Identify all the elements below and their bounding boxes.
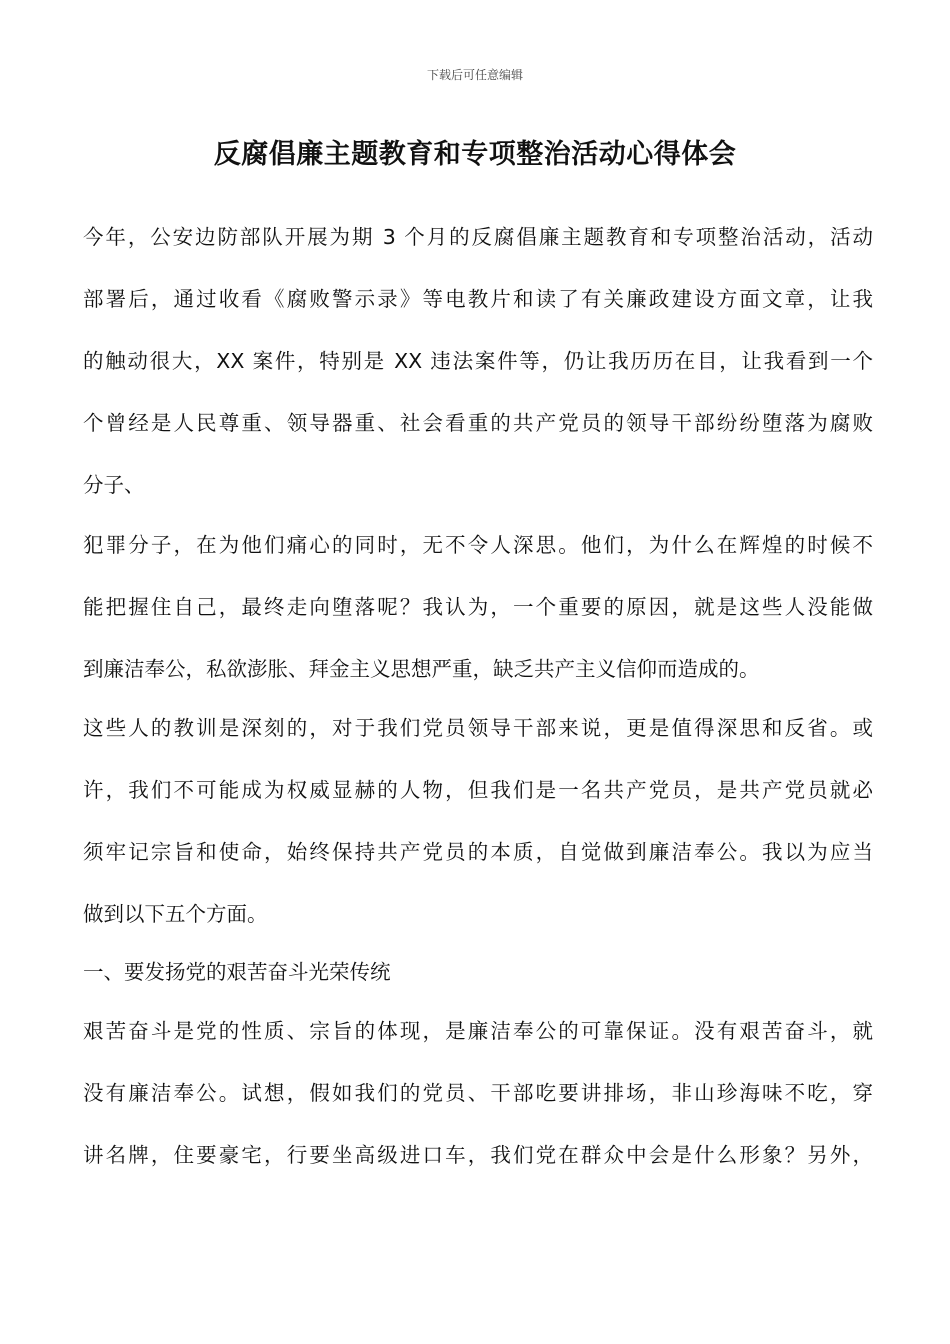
body-line: 部署后，通过收看《腐败警示录》等电教片和读了有关廉政建设方面文章，让我 <box>83 287 873 311</box>
body-line: 犯罪分子，在为他们痛心的同时，无不令人深思。他们，为什么在辉煌的时候不 <box>83 533 873 557</box>
body-line: 这些人的教训是深刻的，对于我们党员领导干部来说，更是值得深思和反省。或 <box>83 716 873 740</box>
body-line: 须牢记宗旨和使命，始终保持共产党员的本质，自觉做到廉洁奉公。我以为应当 <box>83 840 873 864</box>
section-heading: 一、要发扬党的艰苦奋斗光荣传统 <box>83 960 391 984</box>
body-line: 今年，公安边防部队开展为期 3 个月的反腐倡廉主题教育和专项整治活动，活动 <box>83 225 873 249</box>
body-line: 到廉洁奉公，私欲澎胀、拜金主义思想严重，缺乏共产主义信仰而造成的。 <box>83 657 760 681</box>
body-line: 许，我们不可能成为权威显赫的人物，但我们是一名共产党员，是共产党员就必 <box>83 778 873 802</box>
body-line: 分子、 <box>83 473 145 497</box>
body-line: 没有廉洁奉公。试想，假如我们的党员、干部吃要讲排场，非山珍海味不吃，穿 <box>83 1081 873 1105</box>
body-line: 讲名牌，住要豪宅，行要坐高级进口车，我们党在群众中会是什么形象？另外， <box>83 1143 873 1167</box>
body-line: 做到以下五个方面。 <box>83 902 268 926</box>
body-line: 个曾经是人民尊重、领导器重、社会看重的共产党员的领导干部纷纷堕落为腐败 <box>83 411 873 435</box>
document-title: 反腐倡廉主题教育和专项整治活动心得体会 <box>213 139 737 170</box>
body-line: 能把握住自己，最终走向堕落呢？我认为，一个重要的原因，就是这些人没能做 <box>83 595 873 619</box>
header-note: 下载后可任意编辑 <box>426 68 523 82</box>
body-line: 艰苦奋斗是党的性质、宗旨的体现，是廉洁奉公的可靠保证。没有艰苦奋斗，就 <box>83 1019 873 1043</box>
body-line: 的触动很大，XX 案件，特别是 XX 违法案件等，仍让我历历在目，让我看到一个 <box>83 349 873 373</box>
